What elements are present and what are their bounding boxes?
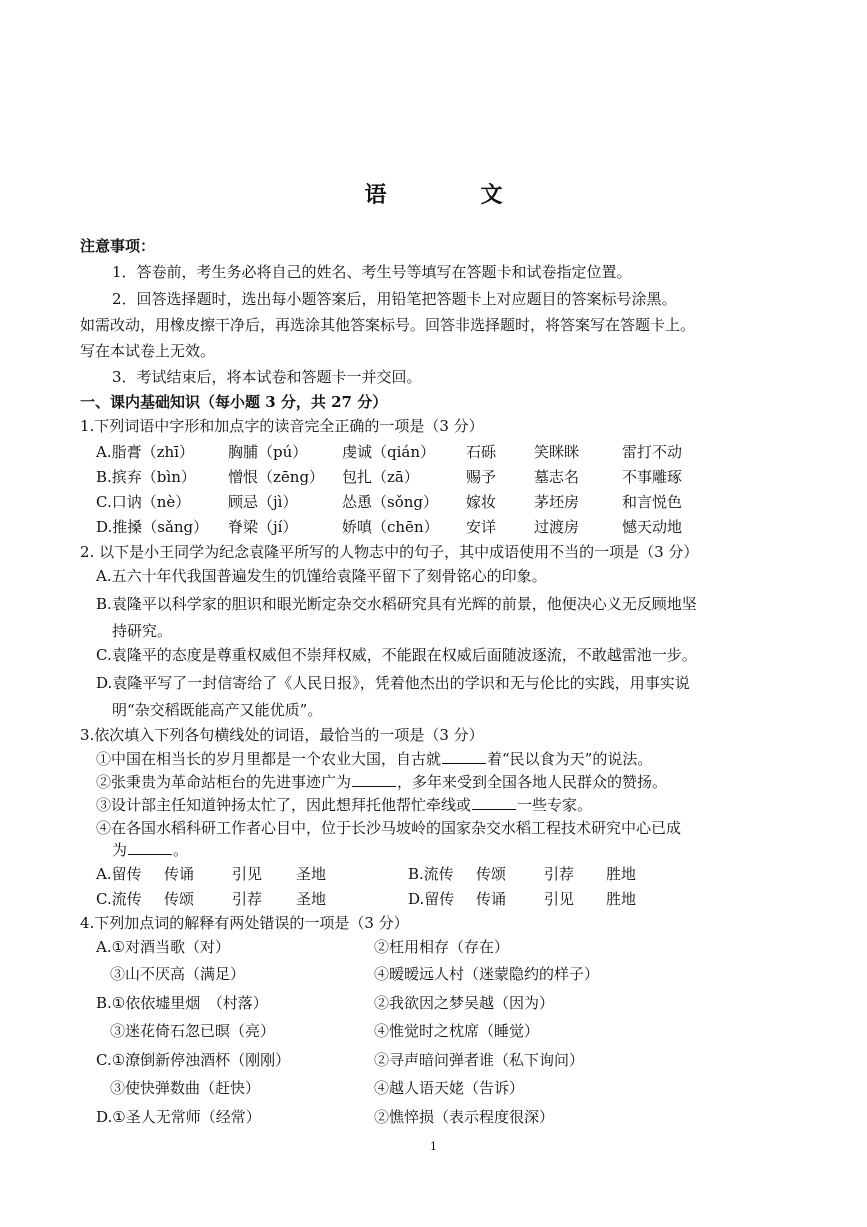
- page-number: 1: [430, 1140, 437, 1153]
- option-cell: 传颂: [476, 865, 507, 883]
- option-cell: 石砾: [466, 443, 497, 461]
- option-cell: 传颂: [164, 890, 195, 908]
- question-4-option-c-4: ④越人语天姥（告诉）: [374, 1079, 525, 1097]
- sentence-text: ，多年来受到全国各地人民群众的赞扬。: [397, 773, 668, 791]
- question-4-option-a-1: A.①对酒当歌（对）: [96, 938, 231, 956]
- option-cell: 脊梁（jí）: [228, 518, 298, 536]
- question-4-option-b-3: ③迷花倚石忽已暝（亮）: [110, 1022, 276, 1040]
- option-cell: B.摈弃（bìn）: [96, 468, 196, 486]
- answer-blank: [352, 772, 396, 787]
- option-cell: A.留传: [96, 865, 142, 883]
- question-2-option-d: D.袁隆平写了一封信寄给了《人民日报》，凭着他杰出的学识和无与伦比的实践，用事实说: [96, 674, 690, 692]
- question-4-stem: 4.下列加点词的解释有两处错误的一项是（3 分）: [80, 914, 409, 932]
- option-cell: A.脂膏（zhī）: [96, 443, 194, 461]
- question-3-sentence-2: [96, 772, 667, 792]
- option-cell: 雷打不动: [622, 443, 683, 461]
- question-4-option-b-1: B.①依依墟里烟 （村落）: [96, 994, 268, 1012]
- option-cell: C.流传: [96, 890, 142, 908]
- notice-item-2-cont2: 写在本试卷上无效。: [80, 342, 216, 360]
- question-4-option-a-4: ④暧暧远人村（迷蒙隐约的样子）: [374, 965, 600, 983]
- question-4-option-b-4: ④惟觉时之枕席（睡觉）: [374, 1022, 540, 1040]
- question-3-sentence-4-cont: [112, 840, 188, 860]
- option-cell: 胜地: [606, 890, 637, 908]
- question-1-stem: 1.下列词语中字形和加点字的读音完全正确的一项是（3 分）: [80, 417, 484, 435]
- sentence-text: ①中国在相当长的岁月里都是一个农业大国，自古就: [96, 750, 442, 768]
- question-3-sentence-3: [96, 795, 592, 815]
- question-4-option-a-3: ③山不厌高（满足）: [110, 965, 246, 983]
- section-heading: 一、课内基础知识（每小题 3 分，共 27 分）: [80, 393, 388, 411]
- option-cell: 茅坯房: [534, 493, 580, 511]
- question-4-option-b-2: ②我欲因之梦吴越（因为）: [374, 994, 555, 1012]
- answer-blank: [472, 795, 516, 810]
- question-2-stem: 2. 以下是小王同学为纪念袁隆平所写的人物志中的句子，其中成语使用不当的一项是（3 分）: [80, 543, 699, 561]
- option-cell: 引荐: [232, 890, 263, 908]
- question-4-option-d-1: D.①圣人无常师（经常）: [96, 1108, 261, 1126]
- question-3-sentence-1: [96, 749, 652, 769]
- question-4-option-c-2: ②寻声暗问弹者谁（私下询问）: [374, 1051, 585, 1069]
- sentence-text: ③设计部主任知道钟扬太忙了，因此想拜托他帮忙牵线或: [96, 796, 472, 814]
- option-cell: 墓志名: [534, 468, 580, 486]
- answer-blank: [442, 749, 486, 764]
- option-cell: 怂恿（sǒng）: [342, 493, 438, 511]
- question-4-option-a-2: ②枉用相存（存在）: [374, 938, 510, 956]
- sentence-text: 。: [173, 841, 189, 859]
- sentence-text: 一些专家。: [517, 796, 593, 814]
- option-cell: 引见: [544, 890, 575, 908]
- option-cell: 赐予: [466, 468, 497, 486]
- sentence-text: 着“民以食为天”的说法。: [487, 750, 653, 768]
- question-3-sentence-4: ④在各国水稻科研工作者心目中，位于长沙马坡岭的国家杂交水稻工程技术研究中心已成: [96, 819, 682, 837]
- option-cell: D.推搡（sǎng）: [96, 518, 209, 536]
- notice-item-1: 1．答卷前，考生务必将自己的姓名、考生号等填写在答题卡和试卷指定位置。: [112, 263, 632, 281]
- notice-heading: 注意事项：: [80, 237, 156, 255]
- option-cell: C.口讷（nè）: [96, 493, 191, 511]
- option-cell: 传诵: [476, 890, 507, 908]
- page-title: 语 文: [364, 182, 539, 208]
- option-cell: 憾天动地: [622, 518, 683, 536]
- option-cell: 包扎（zā）: [342, 468, 419, 486]
- option-cell: 圣地: [296, 865, 327, 883]
- option-cell: 憎恨（zēng）: [228, 468, 325, 486]
- question-4-option-c-1: C.①潦倒新停浊酒杯（刚刚）: [96, 1051, 291, 1069]
- option-cell: 引荐: [544, 865, 575, 883]
- option-cell: B.流传: [408, 865, 454, 883]
- option-cell: 圣地: [296, 890, 327, 908]
- question-3-stem: 3.依次填入下列各句横线处的词语，最恰当的一项是（3 分）: [80, 726, 484, 744]
- option-cell: 顾忌（jì）: [228, 493, 298, 511]
- option-cell: 传诵: [164, 865, 195, 883]
- answer-blank: [128, 840, 172, 855]
- question-4-option-c-3: ③使快弹数曲（赶快）: [110, 1079, 261, 1097]
- option-cell: 过渡房: [534, 518, 580, 536]
- question-2-option-c: C.袁隆平的态度是尊重权威但不崇拜权威，不能跟在权威后面随波逐流，不敢越雷池一步。: [96, 646, 697, 664]
- notice-item-3: 3．考试结束后，将本试卷和答题卡一并交回。: [112, 368, 422, 386]
- option-cell: 不事雕琢: [622, 468, 683, 486]
- option-cell: D.留传: [408, 890, 455, 908]
- option-cell: 笑眯眯: [534, 443, 580, 461]
- option-cell: 嫁妆: [466, 493, 497, 511]
- option-cell: 虔诚（qián）: [342, 443, 436, 461]
- notice-item-2: 2．回答选择题时，选出每小题答案后，用铅笔把答题卡上对应题目的答案标号涂黑。: [112, 290, 677, 308]
- option-cell: 和言悦色: [622, 493, 683, 511]
- option-cell: 娇嗔（chēn）: [342, 518, 439, 536]
- question-4-option-d-2: ②憔悴损（表示程度很深）: [374, 1108, 555, 1126]
- option-cell: 胸脯（pú）: [228, 443, 308, 461]
- question-2-option-b: B.袁隆平以科学家的胆识和眼光断定杂交水稻研究具有光辉的前景，他便决心义无反顾地坚: [96, 595, 697, 613]
- question-2-option-a: A.五六十年代我国普遍发生的饥馑给袁隆平留下了刻骨铭心的印象。: [96, 567, 547, 585]
- option-cell: 胜地: [606, 865, 637, 883]
- question-2-option-b-cont: 持研究。: [112, 622, 173, 640]
- sentence-text: 为: [112, 841, 128, 859]
- sentence-text: ②张秉贵为革命站柜台的先进事迹广为: [96, 773, 352, 791]
- option-cell: 引见: [232, 865, 263, 883]
- option-cell: 安详: [466, 518, 497, 536]
- notice-item-2-cont: 如需改动，用橡皮擦干净后，再选涂其他答案标号。回答非选择题时，将答案写在答题卡上。: [80, 316, 696, 334]
- question-2-option-d-cont: 明“杂交稻既能高产又能优质”。: [112, 701, 323, 719]
